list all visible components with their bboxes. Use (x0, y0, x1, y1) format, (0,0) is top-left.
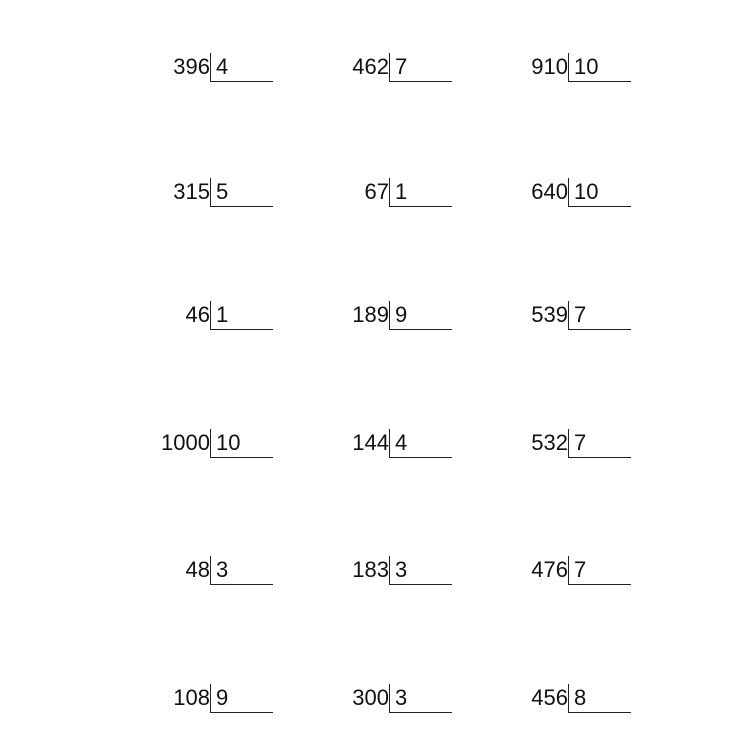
divisor: 8 (574, 685, 587, 710)
divisor: 9 (216, 685, 229, 710)
divisor: 10 (574, 179, 599, 204)
division-problem (150, 301, 350, 341)
divisor: 10 (574, 54, 599, 79)
dividend: 456 (531, 685, 568, 710)
divisor: 1 (216, 302, 229, 327)
dividend: 48 (185, 557, 210, 582)
division-problem (508, 301, 708, 341)
divisor: 4 (395, 430, 408, 455)
divisor: 5 (216, 179, 229, 204)
division-problem (150, 178, 350, 218)
division-problem (329, 53, 529, 93)
division-problem (150, 429, 350, 469)
divisor: 7 (574, 557, 587, 582)
divisor: 9 (395, 302, 408, 327)
division-problem (329, 556, 529, 596)
dividend: 476 (531, 557, 568, 582)
divisor: 3 (216, 557, 229, 582)
division-problem (329, 429, 529, 469)
divisor: 3 (395, 557, 408, 582)
dividend: 315 (173, 179, 210, 204)
dividend: 640 (531, 179, 568, 204)
dividend: 67 (364, 179, 389, 204)
division-problem (508, 53, 708, 93)
division-problem (508, 429, 708, 469)
dividend: 183 (352, 557, 389, 582)
division-problem (508, 684, 708, 724)
divisor: 3 (395, 685, 408, 710)
dividend: 462 (352, 54, 389, 79)
division-problem (508, 178, 708, 218)
dividend: 1000 (161, 430, 210, 455)
division-problem (329, 301, 529, 341)
divisor: 7 (574, 302, 587, 327)
dividend: 144 (352, 430, 389, 455)
divisor: 7 (395, 54, 408, 79)
division-problem (329, 178, 529, 218)
division-problem (150, 684, 350, 724)
dividend: 396 (173, 54, 210, 79)
dividend: 910 (531, 54, 568, 79)
divisor: 4 (216, 54, 229, 79)
dividend: 189 (352, 302, 389, 327)
division-problem (150, 556, 350, 596)
dividend: 539 (531, 302, 568, 327)
dividend: 46 (185, 302, 210, 327)
division-problem (329, 684, 529, 724)
divisor: 1 (395, 179, 408, 204)
dividend: 532 (531, 430, 568, 455)
divisor: 7 (574, 430, 587, 455)
divisor: 10 (216, 430, 241, 455)
dividend: 108 (173, 685, 210, 710)
division-problem (508, 556, 708, 596)
division-problem (150, 53, 350, 93)
dividend: 300 (352, 685, 389, 710)
